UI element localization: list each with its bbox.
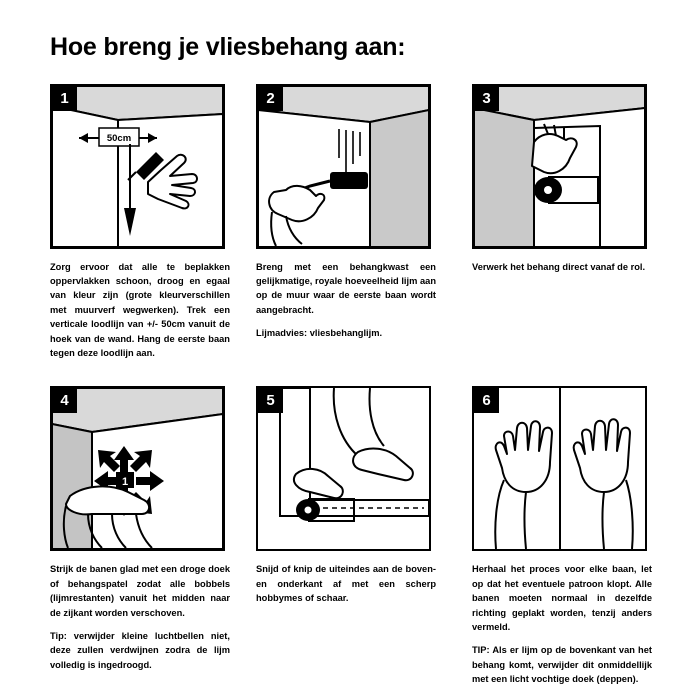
step-6-paragraph-1: Herhaal het proces voor elke baan, let op dat het eventuele patroon klopt. Alle banen moeten normaal in dezelfde richting geplakt worden, tenzij anders vermeld. — [472, 564, 652, 632]
step-6-caption — [472, 562, 652, 686]
step-4-number: 4 — [52, 388, 77, 413]
step-3 — [472, 84, 668, 361]
step-2-caption — [256, 260, 436, 341]
step-4-arrow-label: 1 — [121, 476, 129, 489]
step-2-illustration — [256, 84, 431, 249]
step-6-illustration — [472, 386, 647, 551]
step-3-drawing — [474, 86, 645, 247]
step-2-drawing — [258, 86, 429, 247]
step-3-illustration — [472, 84, 647, 249]
step-4-caption — [50, 562, 230, 672]
step-5 — [256, 386, 462, 686]
step-4-illustration — [50, 386, 225, 551]
step-2-paragraph-2: Lijmadvies: vliesbehanglijm. — [256, 328, 383, 339]
step-6-paragraph-2: TIP: Als er lijm op de bovenkant van het behang komt, verwijder dit onmiddellijk met een licht vochtige doek (deppen). — [472, 645, 652, 685]
step-4-drawing — [52, 388, 223, 549]
step-3-number: 3 — [474, 86, 499, 111]
measurement-label: 50cm — [106, 132, 132, 144]
step-5-illustration — [256, 386, 431, 551]
step-1 — [50, 84, 246, 361]
step-6 — [472, 386, 668, 686]
page-title: Hoe breng je vliesbehang aan: — [50, 33, 406, 61]
step-6-number: 6 — [474, 388, 499, 413]
step-1-paragraph-1: Zorg ervoor dat alle te beplakken oppervlakken schoon, droog en egaal van kleur zijn (grote kleurverschillen met muurverf wegwerken). Trek een verticale loodlijn van +/- 50cm vanuit de hoek van de wand. Hang de eerste baan tegen deze loodlijn aan. — [50, 261, 230, 358]
step-2-paragraph-1: Breng met een behangkwast een gelijkmatige, royale hoeveelheid lijm aan op de muur waar de eerste baan wordt aangebracht. — [256, 261, 436, 315]
steps-grid — [50, 84, 656, 687]
step-5-number: 5 — [258, 388, 283, 413]
step-4-paragraph-2: Tip: verwijder kleine luchtbellen niet, deze zullen verdwijnen zodra de lijm volledig is ingedroogd. — [50, 630, 230, 670]
step-5-drawing — [258, 388, 429, 549]
step-5-paragraph-1: Snijd of knip de uiteindes aan de boven- en onderkant af met een scherp hobbymes of schaar. — [256, 564, 436, 604]
step-5-caption — [256, 562, 436, 605]
step-4-paragraph-1: Strijk de banen glad met een droge doek of behangspatel zodat alle bobbels (lijmrestanten) vanuit het midden naar de zijkant worden verschoven. — [50, 564, 230, 618]
step-2-number: 2 — [258, 86, 283, 111]
step-4 — [50, 386, 246, 686]
step-1-caption — [50, 260, 230, 361]
step-3-caption — [472, 260, 652, 274]
step-1-illustration — [50, 84, 225, 249]
step-1-drawing — [52, 86, 223, 247]
step-1-number: 1 — [52, 86, 77, 111]
step-3-paragraph-1: Verwerk het behang direct vanaf de rol. — [472, 261, 646, 272]
step-6-drawing — [474, 388, 645, 549]
step-2 — [256, 84, 462, 361]
